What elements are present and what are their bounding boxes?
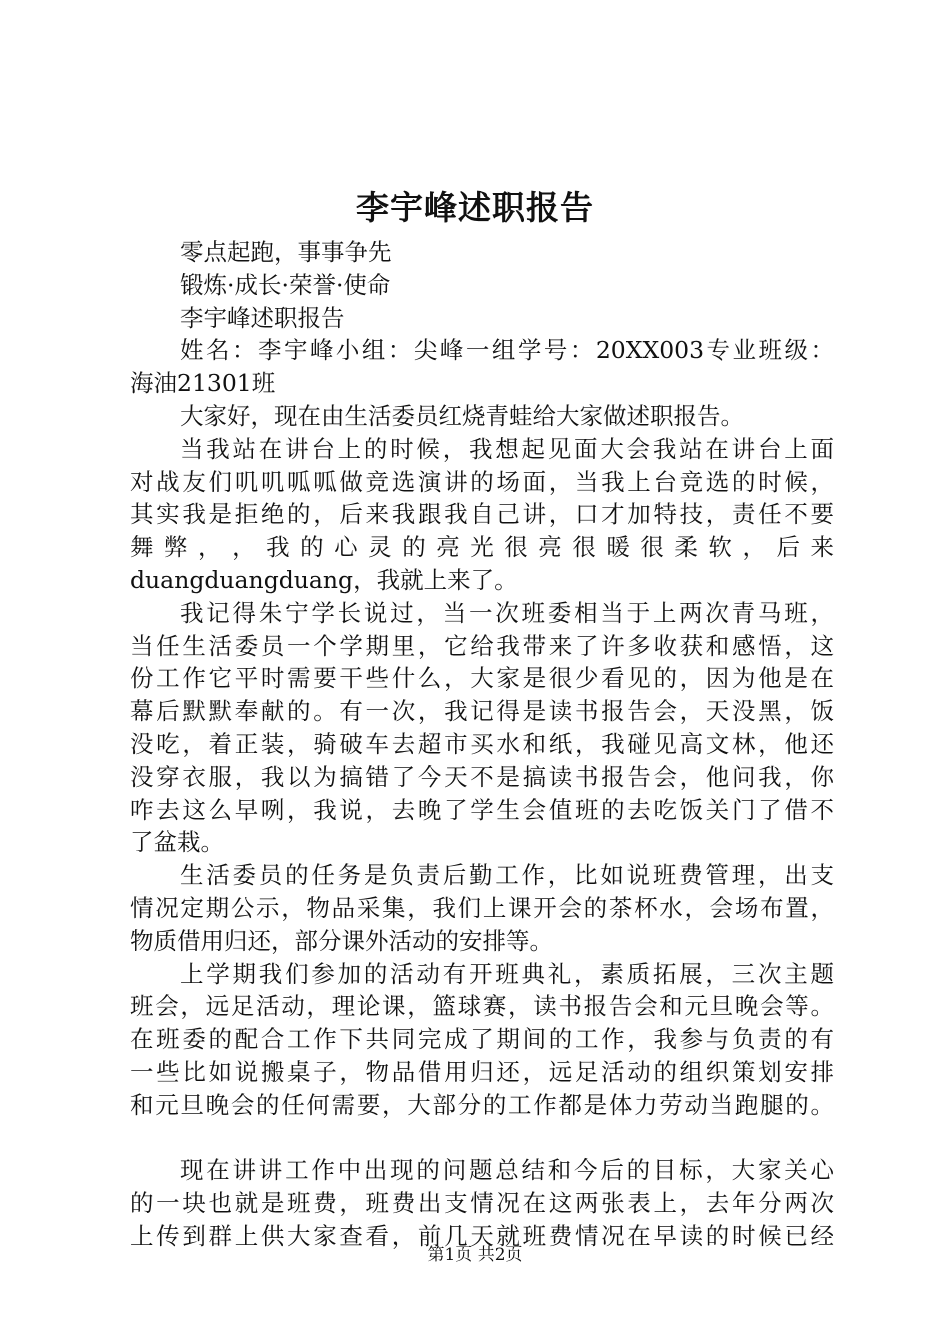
- text-line: duangduangduang，我就上来了。: [130, 565, 518, 594]
- document-body: [130, 236, 834, 1253]
- text-line: 和元旦晚会的任何需要，大部分的工作都是体力劳动当跑腿的。: [130, 1090, 834, 1119]
- text-line: 大家好，现在由生活委员红烧青蛙给大家做述职报告。: [180, 401, 744, 430]
- text-line: 当我站在讲台上的时候，我想起见面大会我站在讲台上面: [180, 434, 834, 463]
- paragraph-spacer: [130, 1122, 834, 1155]
- text-line: 舞 弊 ， ， 我 的 心 灵 的 亮 光 很 亮 很 暖 很 柔 软 ， 后 来: [130, 533, 834, 562]
- text-line: 幕后默默奉献的。有一次，我记得是读书报告会，天没黑，饭: [130, 697, 834, 726]
- student-info-line: 姓名：李宇峰小组：尖峰一组学号：20XX003专业班级：: [180, 336, 834, 365]
- text-line: 了盆栽。: [130, 828, 224, 857]
- text-line: 生活委员的任务是负责后勤工作，比如说班费管理，出支: [180, 861, 834, 890]
- text-line: 的一块也就是班费，班费出支情况在这两张表上，去年分两次: [130, 1189, 834, 1218]
- paragraph: [130, 958, 834, 1122]
- text-line: 没穿衣服，我以为搞错了今天不是搞读书报告会，他问我，你: [130, 762, 834, 791]
- text-line: 在班委的配合工作下共同完成了期间的工作，我参与负责的有: [130, 1025, 834, 1054]
- header-line: 李宇峰述职报告: [180, 303, 345, 332]
- text-line: 没吃，着正装，骑破车去超市买水和纸，我碰见高文林，他还: [130, 729, 834, 758]
- paragraph: [130, 859, 834, 957]
- paragraph: [130, 433, 834, 597]
- paragraph: [130, 1154, 834, 1252]
- text-line: 其实我是拒绝的，后来我跟我自己讲，口才加特技，责任不要: [130, 500, 834, 529]
- text-line: 现在讲讲工作中出现的问题总结和今后的目标，大家关心: [180, 1156, 834, 1185]
- document-title: 李宇峰述职报告: [356, 188, 594, 227]
- header-line: 零点起跑，事事争先: [180, 238, 392, 266]
- text-line: 我记得朱宁学长说过，当一次班委相当于上两次青马班，: [180, 598, 834, 627]
- text-line: 物质借用归还，部分课外活动的安排等。: [130, 926, 553, 955]
- page-footer: 第1页 共2页: [427, 1245, 523, 1265]
- header-line: 锻炼·成长·荣誉·使命: [180, 270, 391, 299]
- text-line: 班会，远足活动，理论课，篮球赛，读书报告会和元旦晚会等。: [130, 992, 834, 1021]
- paragraph: [130, 597, 834, 859]
- text-line: 上学期我们参加的活动有开班典礼，素质拓展，三次主题: [180, 959, 834, 988]
- student-info-line: 海油21301班: [130, 369, 276, 398]
- text-line: 当任生活委员一个学期里，它给我带来了许多收获和感悟，这: [130, 631, 834, 660]
- text-line: 对战友们叽叽呱呱做竞选演讲的场面，当我上台竞选的时候，: [130, 467, 834, 496]
- text-line: 咋去这么早咧，我说，去晚了学生会值班的去吃饭关门了借不: [130, 795, 834, 824]
- text-line: 份工作它平时需要干些什么，大家是很少看见的，因为他是在: [130, 664, 834, 693]
- text-line: 情况定期公示，物品采集，我们上课开会的茶杯水，会场布置，: [130, 893, 834, 922]
- paragraph: [130, 400, 834, 433]
- text-line: 上传到群上供大家查看，前几天就班费情况在早读的时候已经: [130, 1221, 834, 1250]
- text-line: 一些比如说搬桌子，物品借用归还，远足活动的组织策划安排: [130, 1057, 834, 1086]
